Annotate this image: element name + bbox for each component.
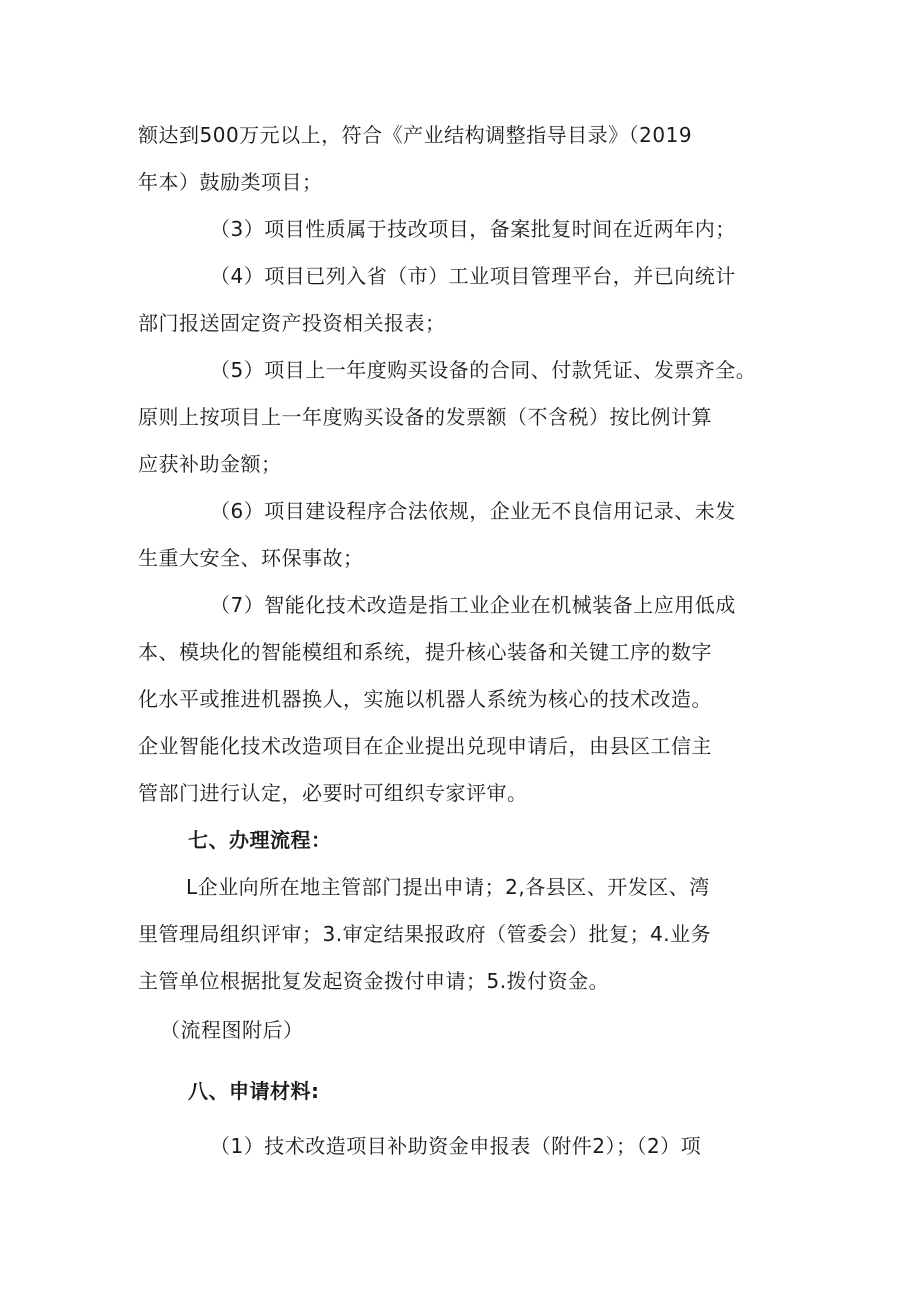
text-line: 部门报送固定资产投资相关报表； [138,311,446,335]
text-line: 化水平或推进机器换人，实施以机器人系统为核心的技术改造。 [138,687,712,711]
text-line: （6）项目建设程序合法依规，企业无不良信用记录、未发 [210,499,736,523]
text-line: 生重大安全、环保事故； [138,546,364,570]
text-line: （3）项目性质属于技改项目，备案批复时间在近两年内； [210,217,736,241]
text-line: （7）智能化技术改造是指工业企业在机械装备上应用低成 [210,593,736,617]
text-line: 本、模块化的智能模组和系统，提升核心装备和关键工序的数字 [138,640,712,664]
text-line: 年本）鼓励类项目； [138,170,323,194]
text-line: 管部门进行认定，必要时可组织专家评审。 [138,781,528,805]
text-line: 原则上按项目上一年度购买设备的发票额（不含税）按比例计算 [138,405,712,429]
text-line: 额达到500万元以上，符合《产业结构调整指导目录》（2019 [138,123,693,147]
text-line: 主管单位根据批复发起资金拨付申请；5.拨付资金。 [138,969,610,993]
text-line: L企业向所在地主管部门提出申请；2,各县区、开发区、湾 [186,875,710,899]
text-line: （5）项目上一年度购买设备的合同、付款凭证、发票齐全。 [210,358,757,382]
text-line: 企业智能化技术改造项目在企业提出兑现申请后，由县区工信主 [138,734,712,758]
text-line: （流程图附后） [160,1018,304,1042]
text-line: （4）项目已列入省（市）工业项目管理平台，并已向统计 [210,264,736,288]
text-line: 里管理局组织评审；3.审定结果报政府（管委会）批复；4.业务 [138,922,712,946]
text-line: 应获补助金额； [138,452,282,476]
section-heading: 七、办理流程： [188,828,332,852]
section-heading: 八、申请材料: [188,1079,320,1103]
text-line: （1）技术改造项目补助资金申报表（附件2）；（2）项 [210,1134,702,1158]
